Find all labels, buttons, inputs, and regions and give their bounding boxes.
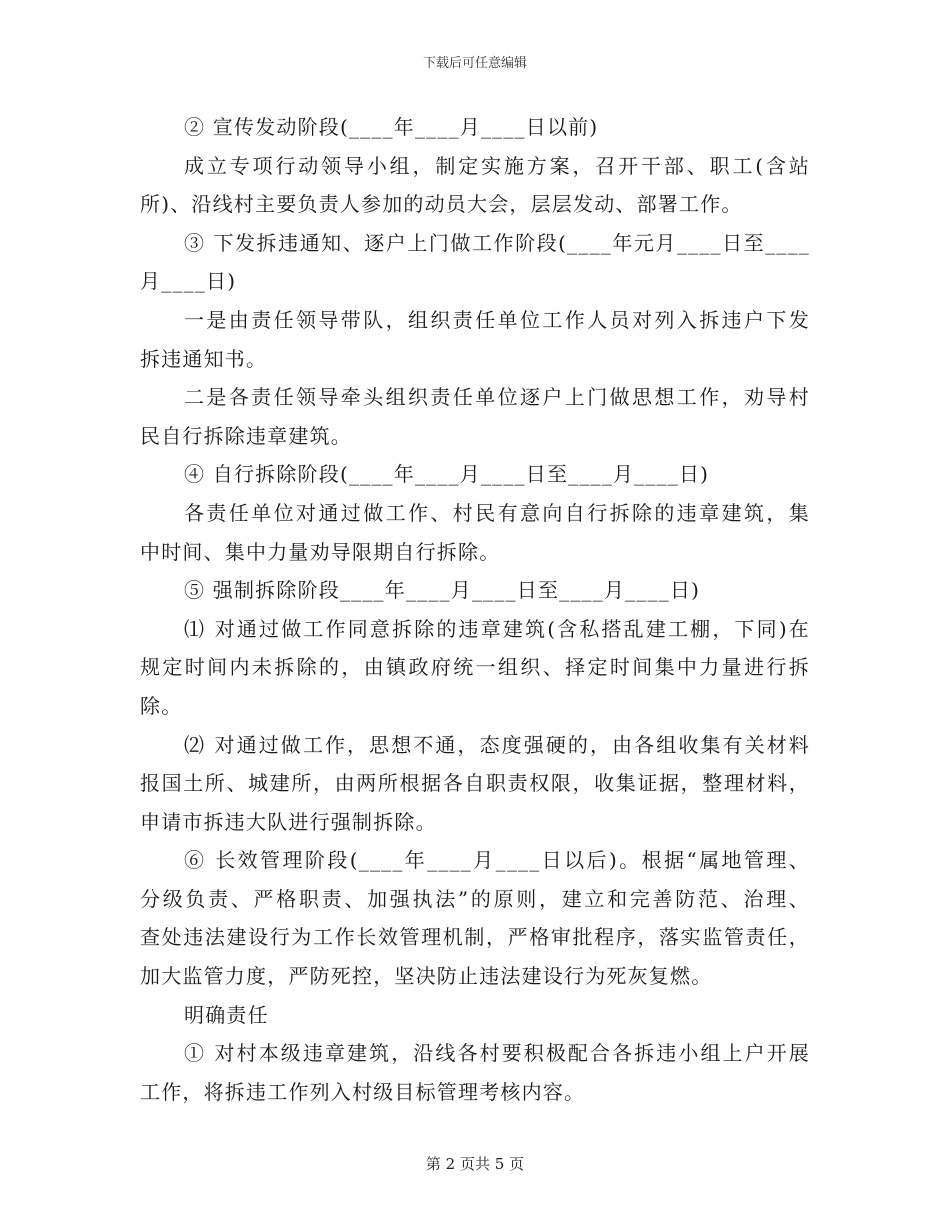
text-line: 月____日) [140,269,237,294]
text-line: ⑤ 强制拆除阶段____年____月____日至____月____日) [184,578,701,603]
text-line: ② 宣传发动阶段(____年____月____日以前) [184,115,599,139]
document-body [140,108,810,1111]
text-line: 民自行拆除违章建筑。 [140,423,352,448]
text-line: 申请市拆违大队进行强制拆除。 [140,809,437,834]
text-line: 各责任单位对通过做工作、村民有意向自行拆除的违章建筑，集 [184,500,810,525]
text-line: 查处违法建设行为工作长效管理机制，严格审批程序，落实监管责任， [140,925,810,950]
text-line: ⑵ 对通过做工作，思想不通，态度强硬的，由各组收集有关材料 [184,732,810,757]
text-line: ⑥ 长效管理阶段(____年____月____日以后)。根据“属地管理、 [184,848,810,873]
text-line: 拆违通知书。 [140,346,268,371]
text-line: 分级负责、严格职责、加强执法”的原则，建立和完善防范、治理、 [140,886,810,911]
text-line: ⑴ 对通过做工作同意拆除的违章建筑(含私搭乱建工棚，下同)在 [184,616,810,641]
text-line: 规定时间内未拆除的，由镇政府统一组织、择定时间集中力量进行拆 [140,655,810,680]
text-line: 加大监管力度，严防死控，坚决防止违法建设行为死灰复燃。 [140,964,713,989]
page-header: 下载后可任意编辑 [422,56,527,71]
text-line: 报国土所、城建所，由两所根据各自职责权限，收集证据，整理材料， [140,771,810,796]
text-line: 中时间、集中力量劝导限期自行拆除。 [140,539,501,564]
text-line: 成立专项行动领导小组，制定实施方案，召开干部、职工(含站 [184,153,810,178]
text-line: 除。 [140,693,183,718]
text-line: ③ 下发拆违通知、逐户上门做工作阶段(____年元月____日至____ [184,230,810,255]
text-line: 二是各责任领导牵头组织责任单位逐户上门做思想工作，劝导村 [184,385,810,410]
text-line: 工作，将拆违工作列入村级目标管理考核内容。 [140,1079,586,1104]
text-line: ① 对村本级违章建筑，沿线各村要积极配合各拆违小组上户开展 [184,1041,810,1066]
text-line: 所)、沿线村主要负责人参加的动员大会，层层发动、部署工作。 [140,192,743,217]
text-line: ④ 自行拆除阶段(____年____月____日至____月____日) [184,462,710,487]
page-footer: 第 2 页共 5 页 [425,1155,525,1173]
text-line: 一是由责任领导带队，组织责任单位工作人员对列入拆违户下发 [184,307,810,332]
text-line: 明确责任 [184,1002,269,1027]
